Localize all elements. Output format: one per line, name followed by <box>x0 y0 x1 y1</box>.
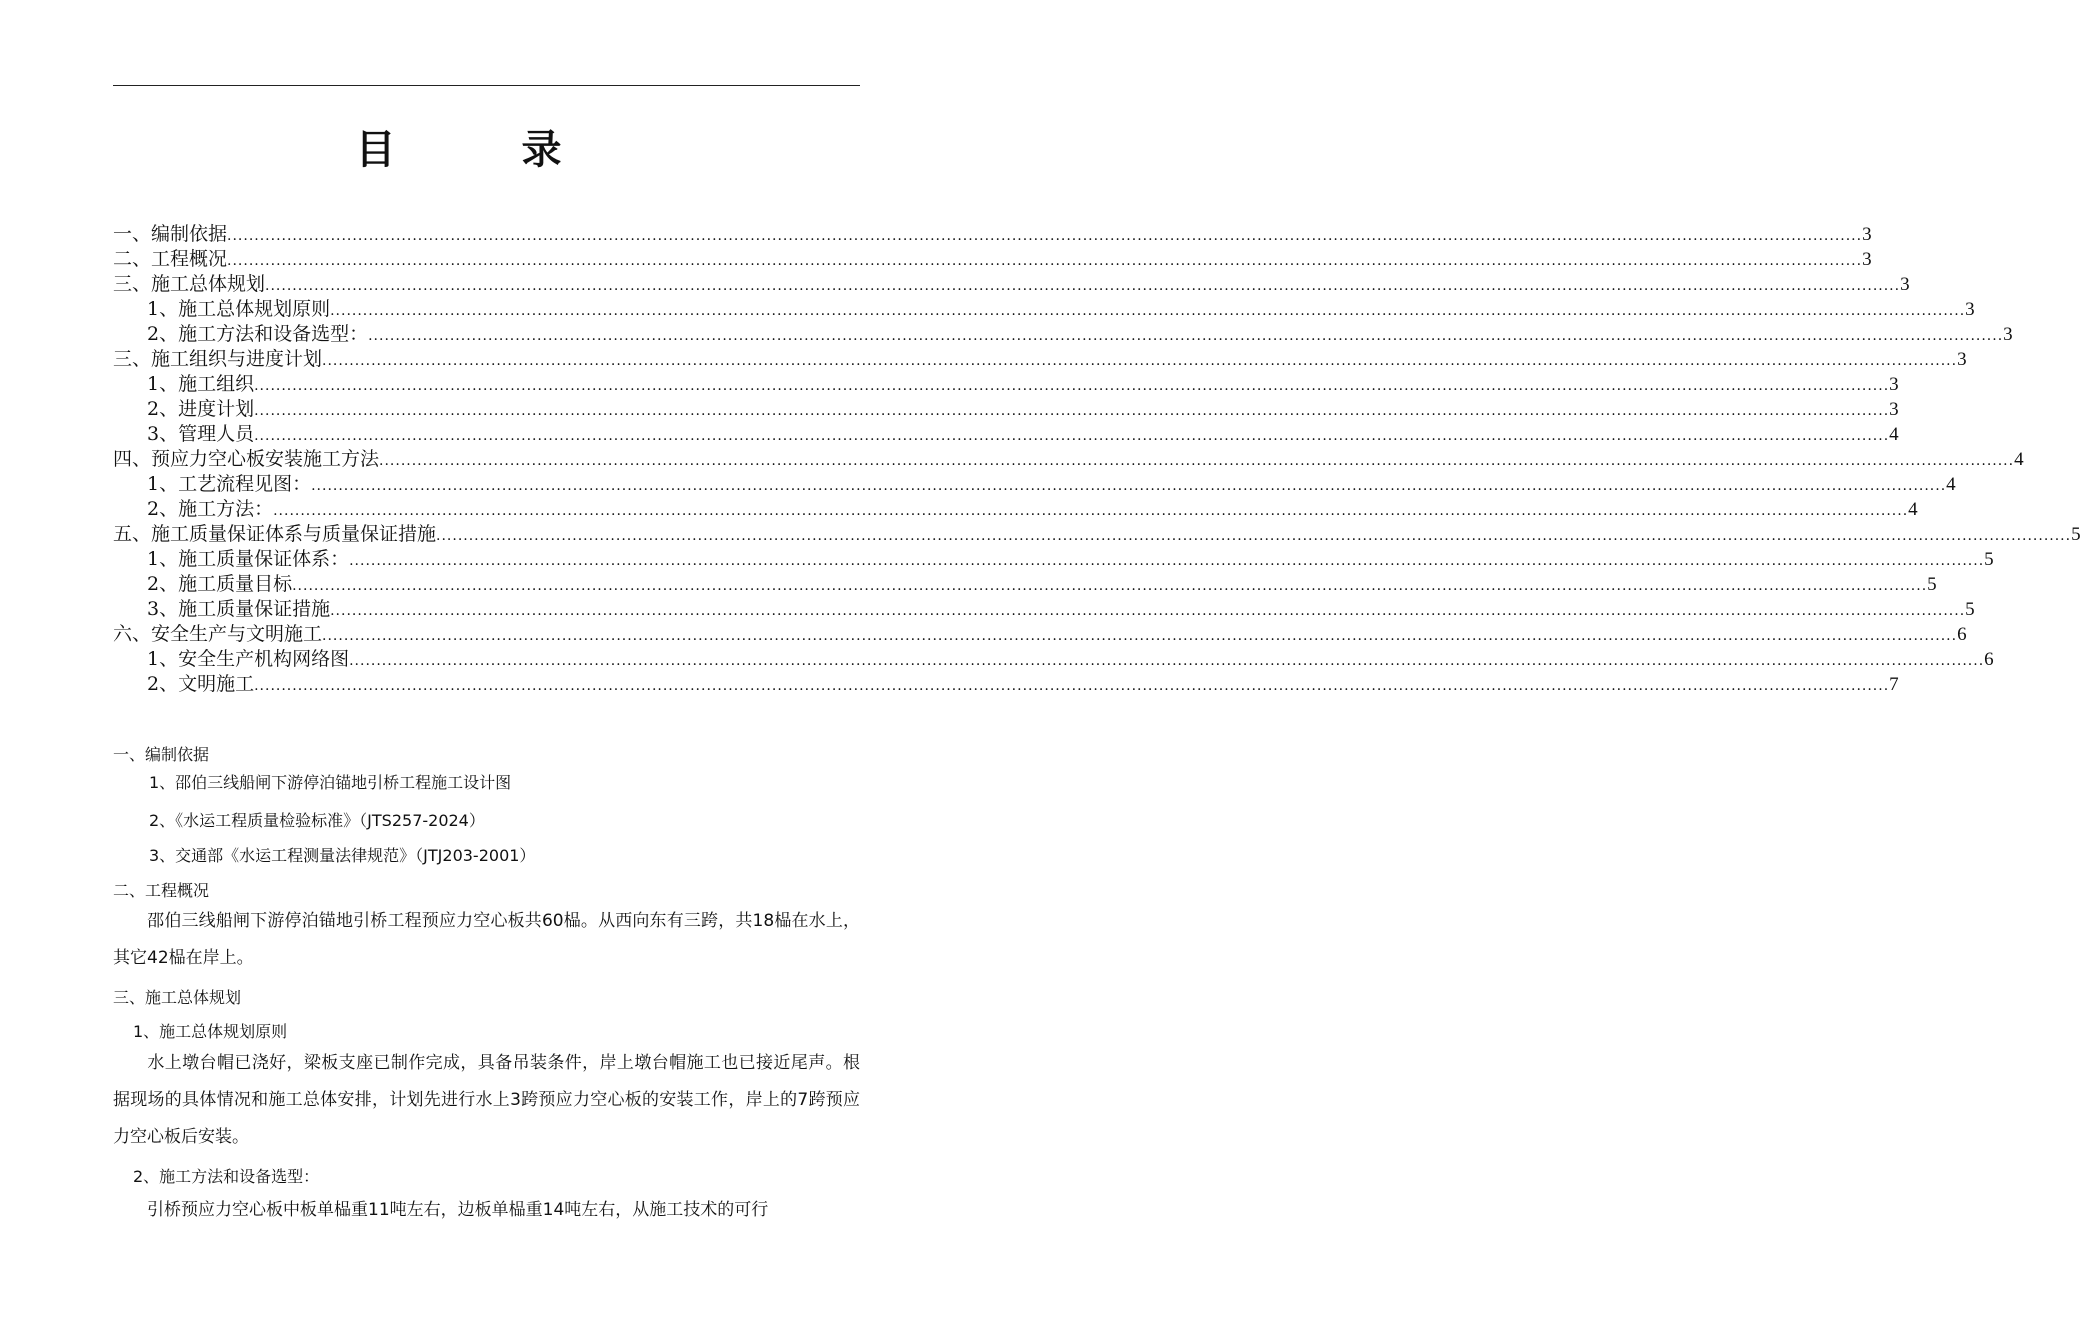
toc-leader-dots: ............................................................................................................................................................................................................................................................................................................ <box>322 628 1958 644</box>
toc-entry[interactable] <box>113 372 1899 397</box>
toc-entry[interactable] <box>113 422 1899 447</box>
toc-entry-label: 1、施工质量保证体系： <box>147 548 350 570</box>
toc-entry-label: 1、施工组织 <box>147 373 255 395</box>
toc-leader-dots: ............................................................................................................................................................................................................................................................................................................ <box>368 328 2004 344</box>
toc-entry[interactable] <box>113 572 1937 597</box>
toc-leader-dots: ............................................................................................................................................................................................................................................................................................................ <box>311 478 1947 494</box>
toc-entry-label: 2、文明施工 <box>147 673 255 695</box>
toc-entry[interactable] <box>113 322 2013 347</box>
toc-entry-page: 6 <box>1957 624 1967 645</box>
toc-entry-page: 5 <box>1965 599 1975 620</box>
toc-entry[interactable] <box>113 472 1956 497</box>
section-heading: 二、工程概况 <box>113 881 210 900</box>
toc-entry-page: 3 <box>1900 274 1910 295</box>
toc-entry-label: 三、施工组织与进度计划 <box>113 348 323 370</box>
toc-entry-label: 2、施工方法和设备选型： <box>147 323 369 345</box>
toc-entry-page: 4 <box>1946 474 1956 495</box>
toc-entry-label: 2、施工方法： <box>147 498 274 520</box>
toc-leader-dots: ............................................................................................................................................................................................................................................................................................................ <box>273 503 1909 519</box>
toc-leader-dots: ............................................................................................................................................................................................................................................................................................................ <box>349 653 1985 669</box>
toc-leader-dots: ............................................................................................................................................................................................................................................................................................................ <box>254 378 1890 394</box>
toc-entry[interactable] <box>113 672 1899 697</box>
toc-entry-label: 三、施工总体规划 <box>113 273 266 295</box>
toc-leader-dots: ............................................................................................................................................................................................................................................................................................................ <box>254 403 1890 419</box>
toc-entry-label: 二、工程概况 <box>113 248 228 270</box>
toc-entry-label: 1、安全生产机构网络图 <box>147 648 350 670</box>
toc-entry-label: 1、施工总体规划原则 <box>147 298 331 320</box>
table-of-contents <box>113 222 2081 697</box>
toc-entry[interactable] <box>113 397 1899 422</box>
toc-entry[interactable] <box>113 622 1967 647</box>
toc-entry-label: 四、预应力空心板安装施工方法 <box>113 448 380 470</box>
toc-leader-dots: ............................................................................................................................................................................................................................................................................................................ <box>254 428 1890 444</box>
toc-leader-dots: ............................................................................................................................................................................................................................................................................................................ <box>322 353 1958 369</box>
toc-leader-dots: ............................................................................................................................................................................................................................................................................................................ <box>330 603 1966 619</box>
toc-entry[interactable] <box>113 647 1994 672</box>
toc-entry-page: 3 <box>1957 349 1967 370</box>
toc-entry-label: 2、施工质量目标 <box>147 573 293 595</box>
toc-entry-page: 4 <box>1889 424 1899 445</box>
toc-entry-page: 4 <box>2014 449 2024 470</box>
toc-entry-label: 1、工艺流程见图： <box>147 473 312 495</box>
toc-entry-page: 5 <box>1984 549 1994 570</box>
toc-leader-dots: ............................................................................................................................................................................................................................................................................................................ <box>265 278 1901 294</box>
toc-leader-dots: ............................................................................................................................................................................................................................................................................................................ <box>292 578 1928 594</box>
list-item: 1、邵伯三线船闸下游停泊锚地引桥工程施工设计图 <box>149 773 512 792</box>
toc-leader-dots: ............................................................................................................................................................................................................................................................................................................ <box>330 303 1966 319</box>
toc-entry-label: 2、进度计划 <box>147 398 255 420</box>
page-title: 目 录 <box>355 127 618 173</box>
toc-entry[interactable] <box>113 597 1975 622</box>
subsection-heading: 1、施工总体规划原则 <box>133 1022 288 1041</box>
section-heading: 三、施工总体规划 <box>113 988 242 1007</box>
toc-entry[interactable] <box>113 447 2024 472</box>
toc-entry-page: 5 <box>1927 574 1937 595</box>
toc-leader-dots: ............................................................................................................................................................................................................................................................................................................ <box>254 678 1890 694</box>
paragraph: 引桥预应力空心板中板单榀重11吨左右，边板单榀重14吨左右，从施工技术的可行 <box>147 1200 769 1220</box>
toc-entry[interactable] <box>113 347 1967 372</box>
toc-entry-page: 3 <box>1862 249 1872 270</box>
toc-entry[interactable] <box>113 247 1872 272</box>
list-item: 3、交通部《水运工程测量法律规范》（JTJ203-2001） <box>149 846 536 865</box>
toc-entry[interactable] <box>113 297 1975 322</box>
toc-entry-label: 3、管理人员 <box>147 423 255 445</box>
toc-leader-dots: ............................................................................................................................................................................................................................................................................................................ <box>436 528 2072 544</box>
toc-entry-page: 3 <box>1889 374 1899 395</box>
paragraph: 邵伯三线船闸下游停泊锚地引桥工程预应力空心板共60榀。从西向东有三跨，共18榀在水上，其它42榀在岸上。 <box>113 911 860 968</box>
toc-entry-page: 3 <box>1889 399 1899 420</box>
paragraph: 水上墩台帽已浇好，梁板支座已制作完成，具备吊装条件，岸上墩台帽施工也已接近尾声。根据现场的具体情况和施工总体安排，计划先进行水上3跨预应力空心板的安装工作，岸上的7跨预应力空心板后安装。 <box>113 1053 860 1147</box>
toc-entry-page: 3 <box>1862 224 1872 245</box>
toc-entry[interactable] <box>113 222 1872 247</box>
toc-entry-page: 6 <box>1984 649 1994 670</box>
toc-entry[interactable] <box>113 497 1918 522</box>
toc-entry-label: 3、施工质量保证措施 <box>147 598 331 620</box>
toc-entry-page: 4 <box>1908 499 1918 520</box>
toc-entry-page: 5 <box>2071 524 2081 545</box>
header-rule <box>113 85 860 86</box>
toc-leader-dots: ............................................................................................................................................................................................................................................................................................................ <box>227 228 1863 244</box>
toc-entry[interactable] <box>113 547 1994 572</box>
toc-entry-label: 五、施工质量保证体系与质量保证措施 <box>113 523 437 545</box>
toc-entry-page: 3 <box>1965 299 1975 320</box>
toc-leader-dots: ............................................................................................................................................................................................................................................................................................................ <box>379 453 2015 469</box>
toc-entry-label: 六、安全生产与文明施工 <box>113 623 323 645</box>
toc-entry-label: 一、编制依据 <box>113 223 228 245</box>
toc-entry-page: 3 <box>2003 324 2013 345</box>
section-heading: 一、编制依据 <box>113 745 210 764</box>
subsection-heading: 2、施工方法和设备选型： <box>133 1167 320 1186</box>
toc-leader-dots: ............................................................................................................................................................................................................................................................................................................ <box>349 553 1985 569</box>
toc-entry-page: 7 <box>1889 674 1899 695</box>
toc-leader-dots: ............................................................................................................................................................................................................................................................................................................ <box>227 253 1863 269</box>
toc-entry[interactable] <box>113 522 2081 547</box>
list-item: 2、《水运工程质量检验标准》（JTS257-2024） <box>149 811 485 830</box>
toc-entry[interactable] <box>113 272 1910 297</box>
